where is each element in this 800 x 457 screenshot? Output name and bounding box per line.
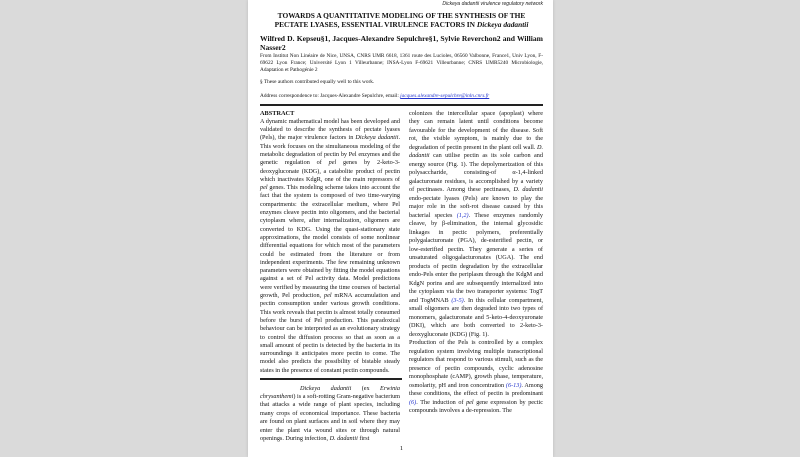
- italic-text: Dickeya dadantii: [300, 384, 352, 392]
- text-run: endo-pectate lyases (Pels) are known to play the major role in the soft-rot disease caused by this bacterial species: [409, 194, 543, 219]
- text-run: . In this cellular compartment, small oligomers are then degraded into two types of monomers, galacturonate and 5-keto-4-deoxyuronate (DKI), which are both converted to 2-keto-3-deoxygluconate (KDG) (Fig. 1).: [409, 296, 543, 338]
- left-column: [260, 110, 400, 444]
- text-run: first: [357, 434, 370, 442]
- text-run: . These enzymes randomly cleave, by β-elimination, the internal glycosidic linkages in pectic polymers, preferentially polygalacturonate (PGA), de-esterified pectin, or low-esterified pectin. They generate a series of unsaturated oligogalacturonates (UGA). The end products of pectin degradation by the extracellular endo-Pels enter the periplasm through the KdgM and KdgN porins and are subsequently internalized into the cytoplasm via the two transporter systems: TogT and TogMNAB: [409, 211, 543, 304]
- body-paragraph-1: [409, 110, 543, 340]
- text-run: Production of the Pels is controlled by a complex regulation system involving multiple transcriptional regulators that respond to various stimuli, such as the presence of pectin compounds, cyclic adenosine monophosphate (cAMP), growth phase, temperature, osmolarity, pH and iron concentration: [409, 339, 543, 389]
- abstract-heading: ABSTRACT: [260, 109, 295, 117]
- text-run: . Among these conditions, the effect of pectin is predominant: [409, 381, 543, 397]
- title-text: TOWARDS A QUANTITATIVE MODELING OF THE SYNTHESIS OF THE PECTATE LYASES, ESSENTIAL VIRULENCE FACTORS IN: [274, 11, 526, 29]
- citation-link[interactable]: (6-13): [505, 381, 522, 389]
- italic-text: D. dadantii: [329, 434, 358, 442]
- abstract: [260, 110, 400, 376]
- text-run: . The induction of: [416, 398, 467, 406]
- abstract-body: [260, 118, 400, 375]
- text-run: A dynamic mathematical model has been developed and validated to describe the synthesis of pectate lyases (Pels), the major virulence factors in: [260, 117, 400, 142]
- right-column: [409, 110, 543, 444]
- page-number: 1: [399, 445, 404, 453]
- text-run: genes by 2-keto-3-deoxygluconate (KDG), a catabolite product of pectin which inactivates KdgR, one of the main repressors of: [260, 159, 400, 183]
- italic-text: Dickeya dadantii: [355, 134, 399, 142]
- italic-text: pel: [323, 292, 332, 300]
- italic-text: pel: [260, 184, 268, 192]
- document-page: [248, 0, 553, 457]
- email-link[interactable]: jacques.alexandre-sepulchre@inln.cnrs.fr: [400, 93, 490, 99]
- text-run: colonizes the intercellular space (apoplast) where they can remain latent until conditions become favourable for the development of the disease. Soft rot, the visible symptom, is mainly due to the degradation of pectin present in the plant cell wall.: [409, 109, 543, 151]
- correspondence: [260, 93, 543, 100]
- running-header: Dickeya dadantii virulence regulatory network: [442, 1, 543, 7]
- text-run: . This work focuses on the simultaneous modeling of the metabolic degradation of pectin by Pel enzymes and the genetic regulation of: [260, 134, 400, 167]
- text-run: genes. This modeling scheme takes into account the fact that the system is composed of two time-varying compartments: the extracellular medium, where Pel enzymes cleave pectin into oligomers, and the bacterial cytoplasm where, after internalization, oligomers are converted to KDG. Using the quasi-stationary state approximations, the model consists of some nonlinear differential equations for which most of the parameters could be estimated from the literature or from independent experiments. The few remaining unknown parameters were obtained by fitting the model equations against a set of Pel activity data. Model predictions were verified by measuring the time courses of bacterial growth, Pel production,: [260, 184, 400, 300]
- correspondence-label: Address correspondence to: Jacques-Alexandre Sepulchre, email:: [260, 93, 401, 99]
- body-paragraph-2: [409, 339, 543, 416]
- text-run: (ex: [351, 384, 381, 392]
- paper-title: [260, 11, 543, 29]
- equal-contribution-note: § These authors contributed equally well to this work.: [260, 79, 375, 85]
- italic-text: pel: [466, 398, 474, 406]
- title-organism: Dickeya dadantii: [476, 20, 529, 29]
- header-divider: [260, 104, 543, 106]
- introduction-paragraph: [260, 385, 400, 444]
- text-run: can utilise pectin as its sole carbon and energy source (Fig. 1). The depolymerization of this polysaccharide, consisting-of α-1,4-linked galacturonate residues, is accomplished by a variety of pectinases. Among these pectinases,: [409, 152, 543, 193]
- two-column-body: [260, 110, 543, 444]
- italic-text: D. dadantii: [513, 186, 543, 193]
- text-run: gene expression by pectic compounds involves a de-repression. The: [409, 398, 543, 414]
- abstract-divider: [260, 378, 402, 380]
- affiliations: From Institut Non Linéaire de Nice, UNSA, CNRS UMR 6618, 1361 route des Lucioles, 06560 Valbonne, France1, Univ Lyon, F-69622 Lyon France; Université Lyon 1 Villeurbanne; INSA-Lyon F-69621 Villeurbanne; CNRS UMR5240 Microbiologie, Adaptation et Pathogénie 2: [260, 53, 543, 73]
- text-run: mRNA accumulation and pectin consumption under various growth conditions. This work reveals that pectin is almost totally consumed before the burst of Pel production. This paradoxical behaviour can be interpreted as an evolutionary strategy to control the diffusion process so that as soon as a small amount of pectin is detected by the bacteria in its surroundings it anticipates more pectin to come. The model also predicts the possibility of bistable steady states in the presence of constant pectin compounds.: [260, 292, 400, 374]
- text-run: ) is a soft-rotting Gram-negative bacterium that attacks a wide range of plant species, including many crops of economical importance. These bacteria are found on plant surfaces and in soil where they may enter the plant via wound sites or through natural openings. During infection,: [260, 392, 400, 442]
- citation-link[interactable]: (1,2): [456, 211, 469, 219]
- citation-link[interactable]: (6): [409, 398, 417, 406]
- citation-link[interactable]: (3-5): [451, 296, 464, 304]
- author-list: Wilfred D. Kepseu§1, Jacques-Alexandre Sepulchre§1, Sylvie Reverchon2 and William Nasser2: [260, 34, 543, 52]
- italic-text: pel: [328, 159, 337, 167]
- italic-text: D. dadantii: [409, 143, 543, 159]
- italic-text: Erwinia chrysanthemi: [260, 384, 400, 400]
